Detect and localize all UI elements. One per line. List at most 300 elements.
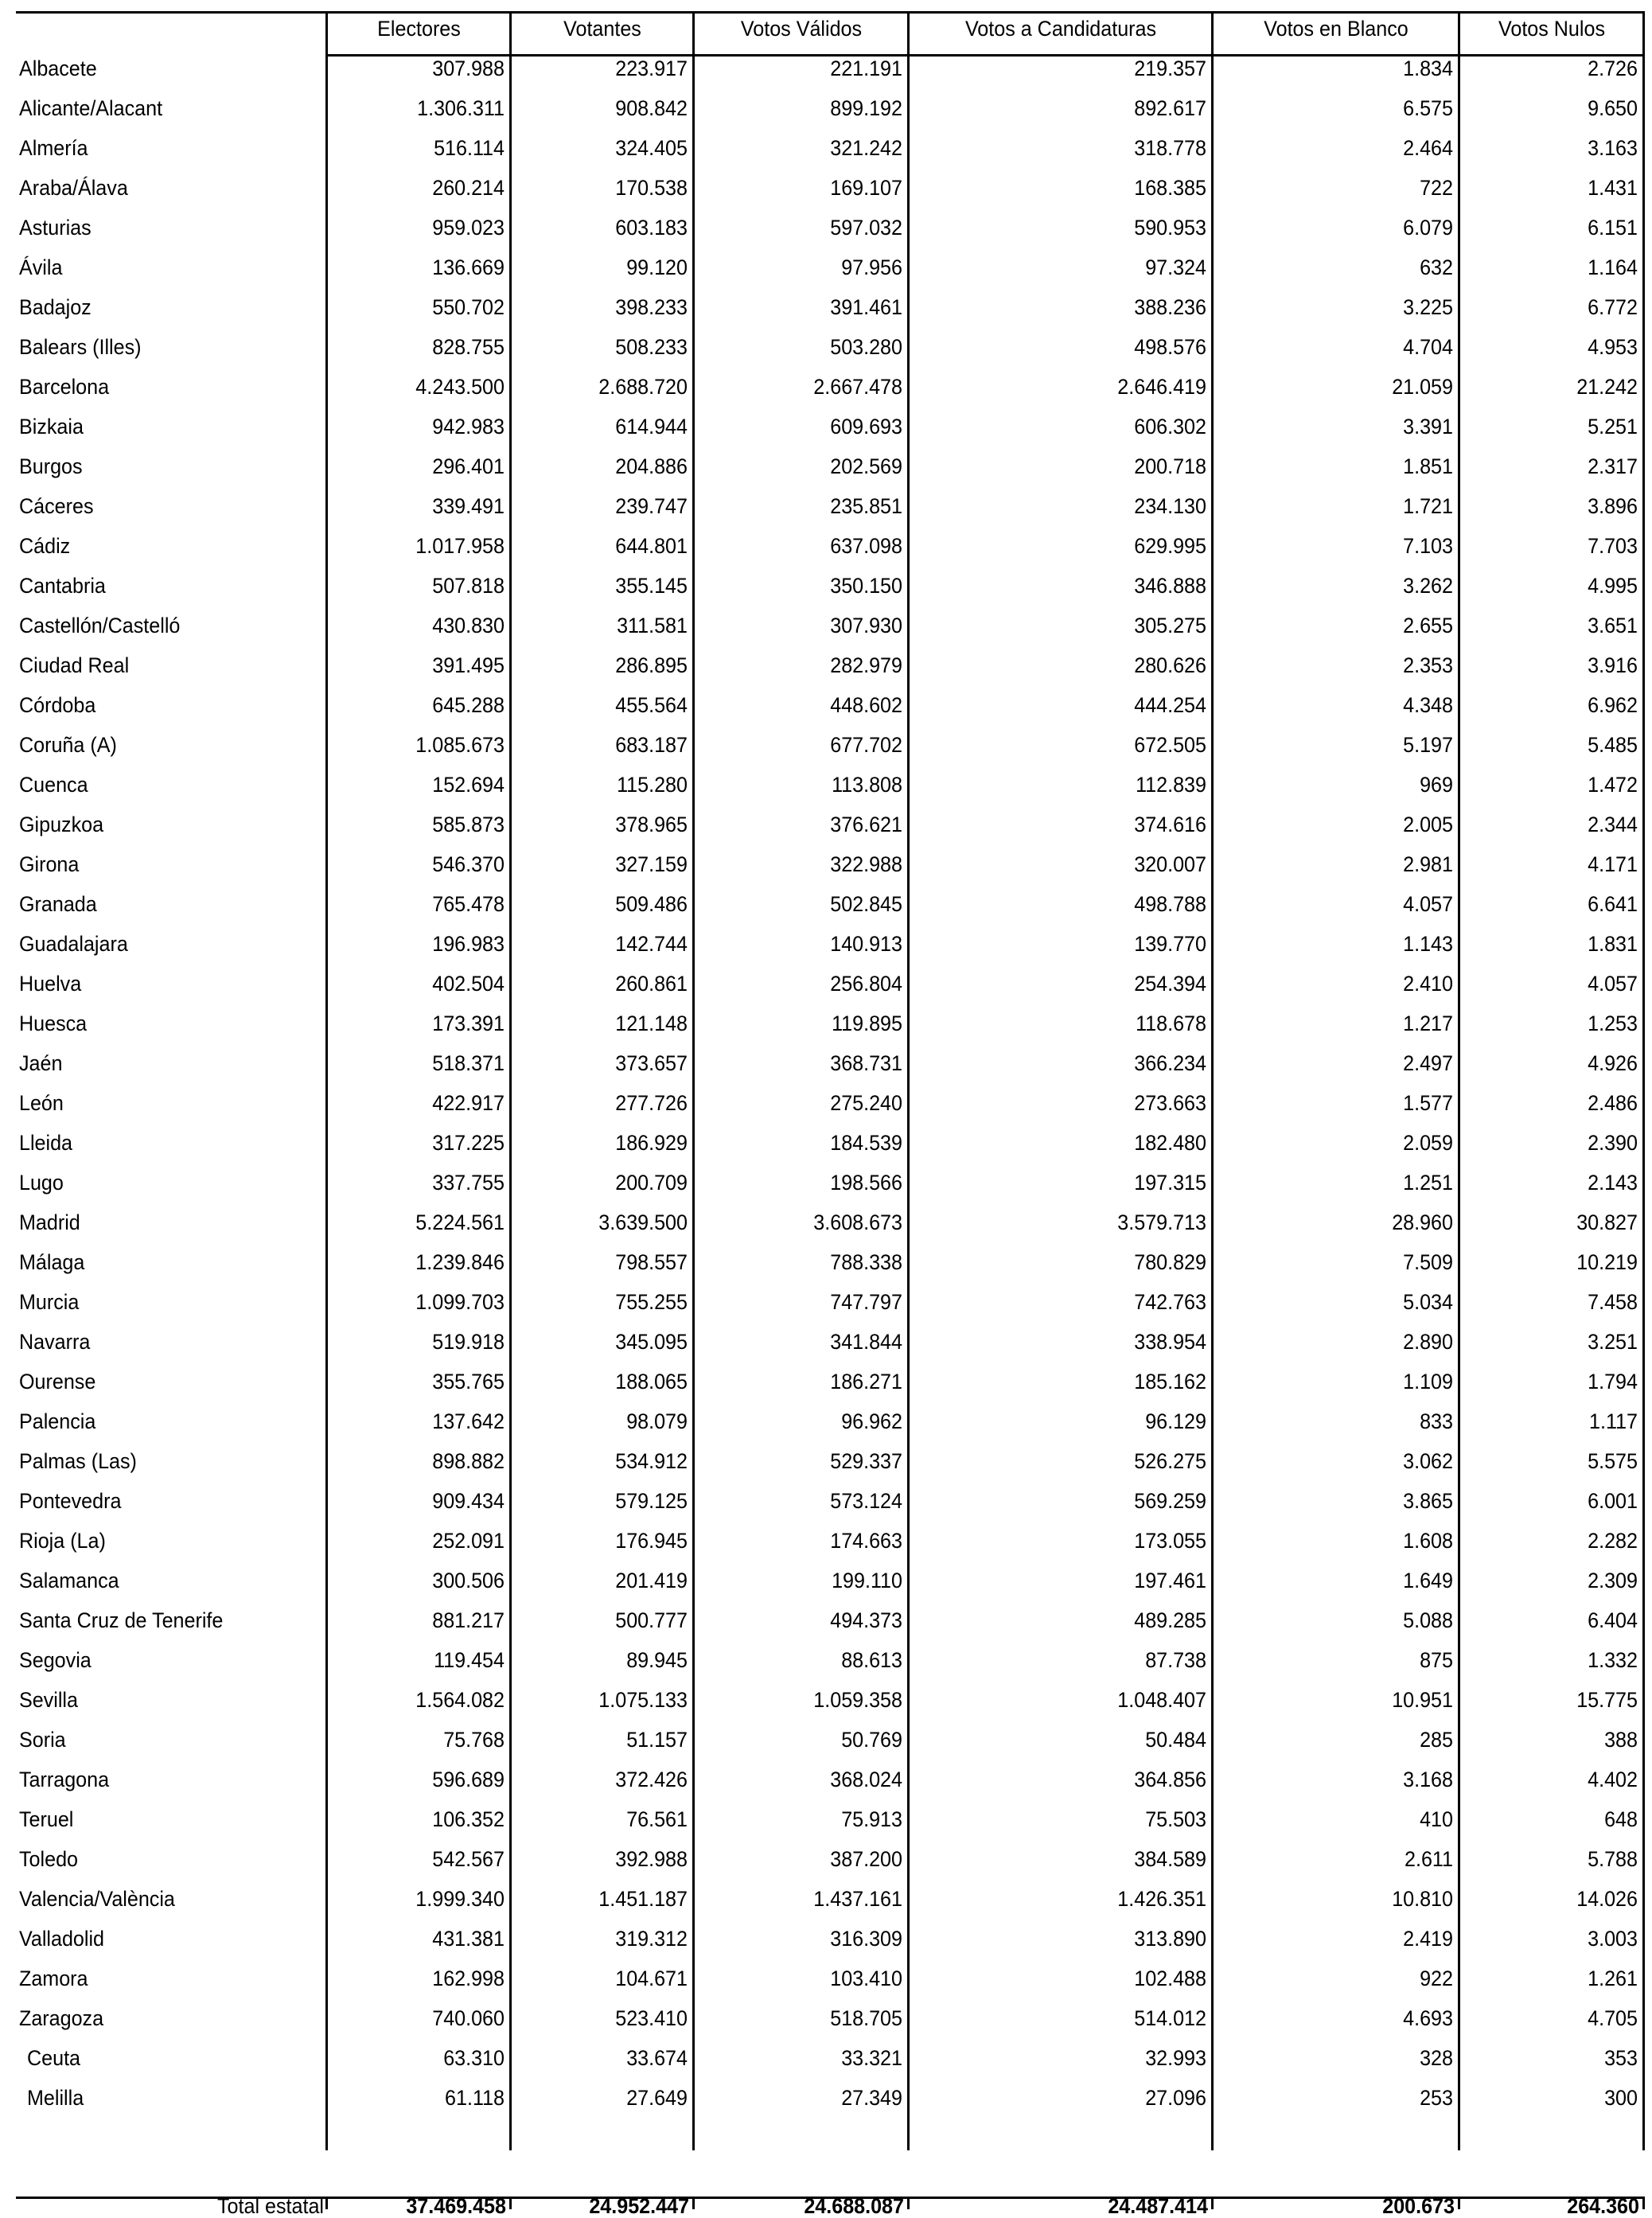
row-label: Pontevedra [19,1489,122,1513]
total-cell: 264.360 [1567,2194,1639,2218]
table-cell: 368.024 [830,1768,902,1791]
table-cell: 282.979 [830,653,902,677]
total-cell: 24.487.414 [1108,2194,1208,2218]
table-cell: 2.309 [1588,1569,1638,1592]
table-cell: 307.988 [432,57,505,80]
table-cell: 526.275 [1134,1449,1206,1473]
table-cell: 596.689 [432,1768,505,1791]
table-cell: 6.151 [1588,216,1638,240]
table-cell: 15.775 [1576,1688,1638,1712]
table-cell: 327.159 [615,852,688,876]
table-cell: 2.410 [1403,972,1453,996]
row-label: Asturias [19,216,92,240]
table-cell: 3.003 [1588,1927,1638,1951]
table-cell: 3.896 [1588,494,1638,518]
table-cell: 514.012 [1134,2006,1206,2030]
table-cell: 4.348 [1403,693,1453,717]
table-cell: 1.261 [1588,1967,1638,1990]
table-cell: 311.581 [617,614,688,637]
table-cell: 1.831 [1588,932,1638,956]
table-cell: 6.001 [1588,1489,1638,1513]
table-cell: 184.539 [830,1131,902,1155]
table-cell: 376.621 [830,813,902,836]
table-cell: 219.357 [1134,57,1206,80]
table-cell: 350.150 [830,574,902,598]
table-cell: 969 [1420,773,1453,797]
row-label: Ceuta [27,2046,81,2070]
table-cell: 200.718 [1134,454,1206,478]
table-cell: 1.431 [1588,176,1638,200]
table-cell: 99.120 [626,255,688,279]
table-cell: 606.302 [1134,415,1206,439]
table-cell: 597.032 [830,216,902,240]
row-label: Málaga [19,1250,85,1274]
table-cell: 569.259 [1134,1489,1206,1513]
table-cell: 1.472 [1588,773,1638,797]
table-cell: 629.995 [1134,534,1206,558]
table-cell: 922 [1420,1967,1453,1990]
table-cell: 2.667.478 [813,375,902,399]
total-column-divider [1211,2197,1214,2209]
table-cell: 632 [1420,255,1453,279]
row-label: Araba/Álava [19,176,128,200]
table-cell: 152.694 [432,773,505,797]
table-cell: 253 [1420,2086,1453,2110]
table-cell: 2.981 [1403,852,1453,876]
table-cell: 115.280 [617,773,688,797]
row-label: Alicante/Alacant [19,96,163,120]
table-cell: 300 [1604,2086,1638,2110]
table-cell: 96.129 [1145,1409,1206,1433]
table-cell: 318.778 [1134,136,1206,160]
table-cell: 384.589 [1134,1847,1206,1871]
table-cell: 875 [1420,1648,1453,1672]
table-cell: 182.480 [1134,1131,1206,1155]
table-cell: 518.705 [830,2006,902,2030]
table-cell: 30.827 [1576,1210,1638,1234]
table-cell: 677.702 [830,733,902,757]
table-cell: 828.755 [432,335,505,359]
table-cell: 1.851 [1403,454,1453,478]
table-cell: 186.929 [615,1131,688,1155]
table-cell: 275.240 [830,1091,902,1115]
table-cell: 3.062 [1403,1449,1453,1473]
table-cell: 322.988 [830,852,902,876]
table-cell: 119.895 [832,1012,902,1035]
table-cell: 51.157 [626,1728,688,1752]
table-cell: 346.888 [1134,574,1206,598]
row-label: Bizkaia [19,415,84,439]
table-cell: 345.095 [615,1330,688,1354]
row-label: Almería [19,136,88,160]
total-cell: 200.673 [1382,2194,1455,2218]
row-label: Palmas (Las) [19,1449,137,1473]
table-cell: 388 [1604,1728,1638,1752]
row-label: Madrid [19,1210,80,1234]
row-label: Melilla [27,2086,84,2110]
table-cell: 489.285 [1134,1608,1206,1632]
table-cell: 1.332 [1588,1648,1638,1672]
table-cell: 765.478 [432,892,505,916]
table-cell: 573.124 [830,1489,902,1513]
table-cell: 197.461 [1134,1569,1206,1592]
table-cell: 4.402 [1588,1768,1638,1791]
table-cell: 509.486 [615,892,688,916]
table-cell: 89.945 [626,1648,688,1672]
table-cell: 286.895 [615,653,688,677]
table-cell: 254.394 [1134,972,1206,996]
row-label: Jaén [19,1051,63,1075]
table-cell: 523.410 [615,2006,688,2030]
table-cell: 899.192 [830,96,902,120]
table-cell: 603.183 [615,216,688,240]
row-label: Cádiz [19,534,71,558]
table-cell: 119.454 [434,1648,505,1672]
table-cell: 368.731 [830,1051,902,1075]
row-label: Navarra [19,1330,91,1354]
table-cell: 103.410 [830,1967,902,1990]
row-label: Guadalajara [19,932,128,956]
column-divider [325,11,328,2150]
total-cell: 24.688.087 [804,2194,904,2218]
table-cell: 942.983 [432,415,505,439]
row-label: Balears (Illes) [19,335,142,359]
table-cell: 10.810 [1392,1887,1453,1911]
row-label: Huelva [19,972,82,996]
table-cell: 201.419 [615,1569,688,1592]
table-cell: 173.391 [432,1012,505,1035]
table-cell: 6.404 [1588,1608,1638,1632]
column-divider [692,11,695,2150]
table-cell: 198.566 [830,1171,902,1195]
total-column-divider [907,2197,910,2209]
table-cell: 5.251 [1588,415,1638,439]
table-cell: 788.338 [830,1250,902,1274]
row-label: Lleida [19,1131,73,1155]
row-label: Salamanca [19,1569,119,1592]
table-cell: 3.262 [1403,574,1453,598]
table-cell: 402.504 [432,972,505,996]
table-cell: 296.401 [432,454,505,478]
table-cell: 319.312 [615,1927,688,1951]
table-cell: 1.059.358 [813,1688,902,1712]
total-column-divider [509,2197,512,2209]
column-header: Electores [377,17,461,41]
column-header: Votos Nulos [1498,17,1606,41]
table-cell: 4.953 [1588,335,1638,359]
row-label: Murcia [19,1290,80,1314]
table-cell: 1.099.703 [415,1290,505,1314]
table-cell: 2.005 [1403,813,1453,836]
table-cell: 1.834 [1403,57,1453,80]
table-cell: 3.608.673 [813,1210,902,1234]
table-cell: 502.845 [830,892,902,916]
table-cell: 328 [1420,2046,1453,2070]
table-cell: 780.829 [1134,1250,1206,1274]
table-cell: 221.191 [830,57,902,80]
table-cell: 27.349 [841,2086,902,2110]
column-header: Votos Válidos [740,17,863,41]
table-cell: 317.225 [432,1131,505,1155]
table-cell: 1.109 [1403,1370,1453,1394]
table-cell: 4.926 [1588,1051,1638,1075]
table-cell: 366.234 [1134,1051,1206,1075]
table-cell: 139.770 [1134,932,1206,956]
table-cell: 546.370 [432,852,505,876]
table-cell: 2.464 [1403,136,1453,160]
table-cell: 4.705 [1588,2006,1638,2030]
row-label: Barcelona [19,375,110,399]
table-cell: 2.655 [1403,614,1453,637]
table-cell: 4.171 [1588,852,1638,876]
table-cell: 2.890 [1403,1330,1453,1354]
row-label: Girona [19,852,80,876]
table-cell: 235.851 [830,494,902,518]
table-cell: 3.639.500 [598,1210,688,1234]
row-label: Granada [19,892,97,916]
table-cell: 1.017.958 [415,534,505,558]
table-cell: 3.865 [1403,1489,1453,1513]
row-label: Tarragona [19,1768,110,1791]
table-cell: 637.098 [830,534,902,558]
table-cell: 798.557 [615,1250,688,1274]
table-cell: 648 [1604,1807,1638,1831]
table-cell: 448.602 [830,693,902,717]
table-cell: 280.626 [1134,653,1206,677]
table-cell: 14.026 [1576,1887,1638,1911]
table-cell: 2.688.720 [598,375,688,399]
table-cell: 392.988 [615,1847,688,1871]
table-cell: 3.916 [1588,653,1638,677]
table-cell: 260.214 [432,176,505,200]
row-label: Palencia [19,1409,96,1433]
row-label: Lugo [19,1171,64,1195]
table-cell: 260.861 [615,972,688,996]
table-cell: 1.306.311 [417,96,505,120]
table-cell: 398.233 [615,295,688,319]
row-label: Ávila [19,255,63,279]
table-cell: 534.912 [615,1449,688,1473]
table-cell: 98.079 [626,1409,688,1433]
table-cell: 307.930 [830,614,902,637]
table-cell: 3.651 [1588,614,1638,637]
table-cell: 50.769 [841,1728,902,1752]
table-cell: 1.794 [1588,1370,1638,1394]
table-cell: 200.709 [615,1171,688,1195]
table-cell: 113.808 [832,773,902,797]
table-cell: 223.917 [615,57,688,80]
total-cell: 37.469.458 [406,2194,506,2218]
table-cell: 585.873 [432,813,505,836]
table-cell: 10.951 [1392,1688,1453,1712]
table-cell: 252.091 [432,1529,505,1553]
table-cell: 2.497 [1403,1051,1453,1075]
table-cell: 672.505 [1134,733,1206,757]
column-divider [907,11,910,2150]
table-cell: 1.608 [1403,1529,1453,1553]
table-cell: 33.321 [841,2046,902,2070]
table-cell: 33.674 [626,2046,688,2070]
table-cell: 722 [1420,176,1453,200]
table-cell: 316.309 [830,1927,902,1951]
row-label: Ciudad Real [19,653,130,677]
row-label: Badajoz [19,295,92,319]
total-column-divider [692,2197,695,2209]
table-cell: 455.564 [615,693,688,717]
table-cell: 97.956 [841,255,902,279]
table-cell: 136.669 [432,255,505,279]
table-cell: 63.310 [443,2046,505,2070]
table-cell: 6.079 [1403,216,1453,240]
table-cell: 2.344 [1588,813,1638,836]
total-column-divider [1642,2197,1645,2209]
table-cell: 529.337 [830,1449,902,1473]
table-cell: 2.353 [1403,653,1453,677]
table-cell: 508.233 [615,335,688,359]
table-cell: 881.217 [432,1608,505,1632]
row-label: Córdoba [19,693,96,717]
table-cell: 742.763 [1134,1290,1206,1314]
row-label: Segovia [19,1648,92,1672]
table-cell: 2.611 [1405,1847,1453,1871]
table-cell: 500.777 [615,1608,688,1632]
table-cell: 364.856 [1134,1768,1206,1791]
table-cell: 97.324 [1145,255,1206,279]
total-column-divider [325,2197,328,2209]
table-cell: 88.613 [841,1648,902,1672]
table-cell: 338.954 [1134,1330,1206,1354]
table-cell: 3.168 [1403,1768,1453,1791]
table-cell: 140.913 [830,932,902,956]
table-cell: 176.945 [615,1529,688,1553]
table-cell: 1.117 [1589,1409,1638,1433]
row-label: Rioja (La) [19,1529,106,1553]
table-cell: 104.671 [615,1967,688,1990]
table-cell: 410 [1420,1807,1453,1831]
table-cell: 391.495 [432,653,505,677]
table-cell: 740.060 [432,2006,505,2030]
table-cell: 256.804 [830,972,902,996]
table-cell: 6.962 [1588,693,1638,717]
table-cell: 1.451.187 [598,1887,688,1911]
table-cell: 27.096 [1145,2086,1206,2110]
table-cell: 324.405 [615,136,688,160]
row-label: Sevilla [19,1688,78,1712]
table-cell: 590.953 [1134,216,1206,240]
table-cell: 112.839 [1136,773,1206,797]
table-cell: 507.818 [432,574,505,598]
row-label: Castellón/Castelló [19,614,181,637]
table-cell: 355.765 [432,1370,505,1394]
table-cell: 76.561 [626,1807,688,1831]
table-cell: 1.721 [1403,494,1453,518]
table-cell: 4.057 [1588,972,1638,996]
table-cell: 747.797 [830,1290,902,1314]
table-cell: 6.641 [1588,892,1638,916]
table-cell: 422.917 [432,1091,505,1115]
row-label: Zaragoza [19,2006,104,2030]
table-cell: 5.034 [1403,1290,1453,1314]
table-cell: 339.491 [432,494,505,518]
row-label: León [19,1091,64,1115]
table-cell: 196.983 [432,932,505,956]
table-cell: 102.488 [1134,1967,1206,1990]
table-cell: 5.088 [1403,1608,1453,1632]
table-cell: 1.164 [1588,255,1638,279]
table-cell: 188.065 [615,1370,688,1394]
row-label: Cuenca [19,773,88,797]
row-label: Burgos [19,454,83,478]
table-cell: 5.575 [1588,1449,1638,1473]
row-label: Huesca [19,1012,88,1035]
table-cell: 3.163 [1588,136,1638,160]
table-cell: 162.998 [432,1967,505,1990]
table-cell: 2.726 [1588,57,1638,80]
column-divider [1211,11,1214,2150]
table-cell: 173.055 [1134,1529,1206,1553]
table-cell: 498.788 [1134,892,1206,916]
row-label: Toledo [19,1847,79,1871]
table-cell: 1.143 [1403,932,1453,956]
table-cell: 645.288 [432,693,505,717]
row-label: Zamora [19,1967,88,1990]
table-cell: 170.538 [615,176,688,200]
row-label: Soria [19,1728,66,1752]
table-cell: 503.280 [830,335,902,359]
table-cell: 10.219 [1576,1250,1638,1274]
table-cell: 337.755 [432,1171,505,1195]
table-cell: 355.145 [615,574,688,598]
table-cell: 542.567 [432,1847,505,1871]
table-cell: 2.486 [1588,1091,1638,1115]
table-cell: 28.960 [1392,1210,1453,1234]
table-cell: 169.107 [830,176,902,200]
table-cell: 1.075.133 [598,1688,688,1712]
table-cell: 239.747 [615,494,688,518]
column-divider [509,11,512,2150]
table-cell: 321.242 [830,136,902,160]
table-cell: 202.569 [830,454,902,478]
table-cell: 388.236 [1134,295,1206,319]
table-cell: 21.242 [1576,375,1638,399]
table-cell: 833 [1420,1409,1453,1433]
total-label: Total estatal [216,2194,324,2218]
table-cell: 908.842 [615,96,688,120]
row-label: Cáceres [19,494,94,518]
table-cell: 892.617 [1134,96,1206,120]
table-cell: 5.197 [1403,733,1453,757]
table-cell: 199.110 [832,1569,902,1592]
table-cell: 9.650 [1588,96,1638,120]
table-cell: 431.381 [432,1927,505,1951]
column-header: Votantes [563,17,641,41]
table-cell: 75.913 [841,1807,902,1831]
table-cell: 1.253 [1588,1012,1638,1035]
table-cell: 5.224.561 [415,1210,505,1234]
total-column-divider [1458,2197,1460,2209]
table-cell: 391.461 [830,295,902,319]
row-label: Teruel [19,1807,74,1831]
table-cell: 1.251 [1403,1171,1453,1195]
table-cell: 609.693 [830,415,902,439]
row-label: Albacete [19,57,97,80]
row-label: Valladolid [19,1927,105,1951]
column-divider [1642,11,1645,2150]
table-cell: 3.225 [1403,295,1453,319]
table-cell: 2.419 [1403,1927,1453,1951]
table-cell: 644.801 [615,534,688,558]
table-cell: 3.251 [1588,1330,1638,1354]
